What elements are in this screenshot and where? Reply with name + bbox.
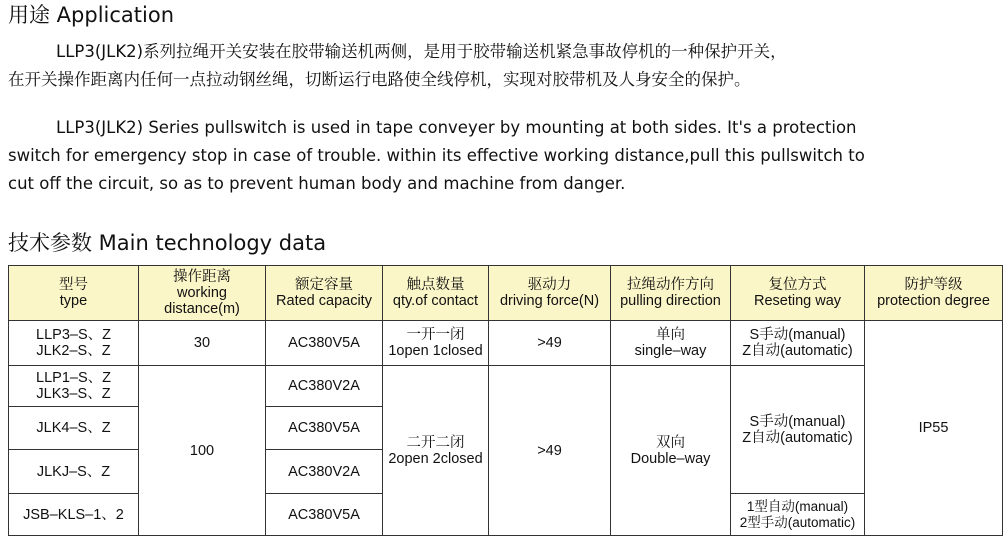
en-line-1: LLP3(JLK2) Series pullswitch is used in tape conveyer by mounting at both sides. It's a protection <box>56 118 857 137</box>
table-header-row <box>9 266 1003 321</box>
cn-line-1: LLP3(JLK2)系列拉绳开关安装在胶带输送机两侧，是用于胶带输送机紧急事故停机的一种保护开关， <box>56 42 787 61</box>
tech-data-table <box>8 265 1003 536</box>
cell-type: JLKJ–S、Z <box>9 450 139 494</box>
table-row <box>9 366 1003 407</box>
cell-capacity: AC380V2A <box>266 366 383 407</box>
en-line-2: switch for emergency stop in case of trouble. within its effective working distance,pull this pullswitch to <box>8 146 865 165</box>
header-contact-qty: 触点数量 qty.of contact <box>383 266 489 321</box>
cell-contact: 一开一闭 1open 1closed <box>383 321 489 366</box>
cell-force: >49 <box>489 321 611 366</box>
cell-capacity: AC380V2A <box>266 450 383 494</box>
tech-data-heading: 技术参数 Main technology data <box>8 231 327 255</box>
cell-reset: S手动(manual) Z自动(automatic) <box>731 321 865 366</box>
application-english-paragraph <box>8 114 1003 198</box>
cell-force-group: >49 <box>489 366 611 536</box>
cell-capacity: AC380V5A <box>266 494 383 536</box>
cell-protection-degree: IP55 <box>865 321 1003 536</box>
cell-reset-last: 1型自动(manual) 2型手动(automatic) <box>731 494 865 536</box>
header-working-distance: 操作距离 working distance(m) <box>139 266 266 321</box>
cell-distance: 30 <box>139 321 266 366</box>
cell-capacity: AC380V5A <box>266 321 383 366</box>
header-rated-capacity: 额定容量 Rated capacity <box>266 266 383 321</box>
application-chinese-paragraph <box>8 38 1003 94</box>
cell-type: LLP1–S、Z JLK3–S、Z <box>9 366 139 407</box>
header-pulling-direction: 拉绳动作方向 pulling direction <box>611 266 731 321</box>
en-line-3: cut off the circuit, so as to prevent human body and machine from danger. <box>8 174 626 193</box>
cell-type: JSB–KLS–1、2 <box>9 494 139 536</box>
cell-contact-group: 二开二闭 2open 2closed <box>383 366 489 536</box>
application-heading: 用途 Application <box>8 3 175 27</box>
cell-direction: 单向 single–way <box>611 321 731 366</box>
cell-capacity: AC380V5A <box>266 407 383 450</box>
header-type: 型号 type <box>9 266 139 321</box>
cell-reset-group: S手动(manual) Z自动(automatic) <box>731 366 865 494</box>
cn-line-2: 在开关操作距离内任何一点拉动钢丝绳，切断运行电路使全线停机，实现对胶带机及人身安全的保护。 <box>8 70 751 89</box>
table-row <box>9 321 1003 366</box>
header-driving-force: 驱动力 driving force(N) <box>489 266 611 321</box>
cell-distance-group: 100 <box>139 366 266 536</box>
cell-direction-group: 双向 Double–way <box>611 366 731 536</box>
header-protection-degree: 防护等级 protection degree <box>865 266 1003 321</box>
header-reseting-way: 复位方式 Reseting way <box>731 266 865 321</box>
cell-type: LLP3–S、Z JLK2–S、Z <box>9 321 139 366</box>
cell-type: JLK4–S、Z <box>9 407 139 450</box>
